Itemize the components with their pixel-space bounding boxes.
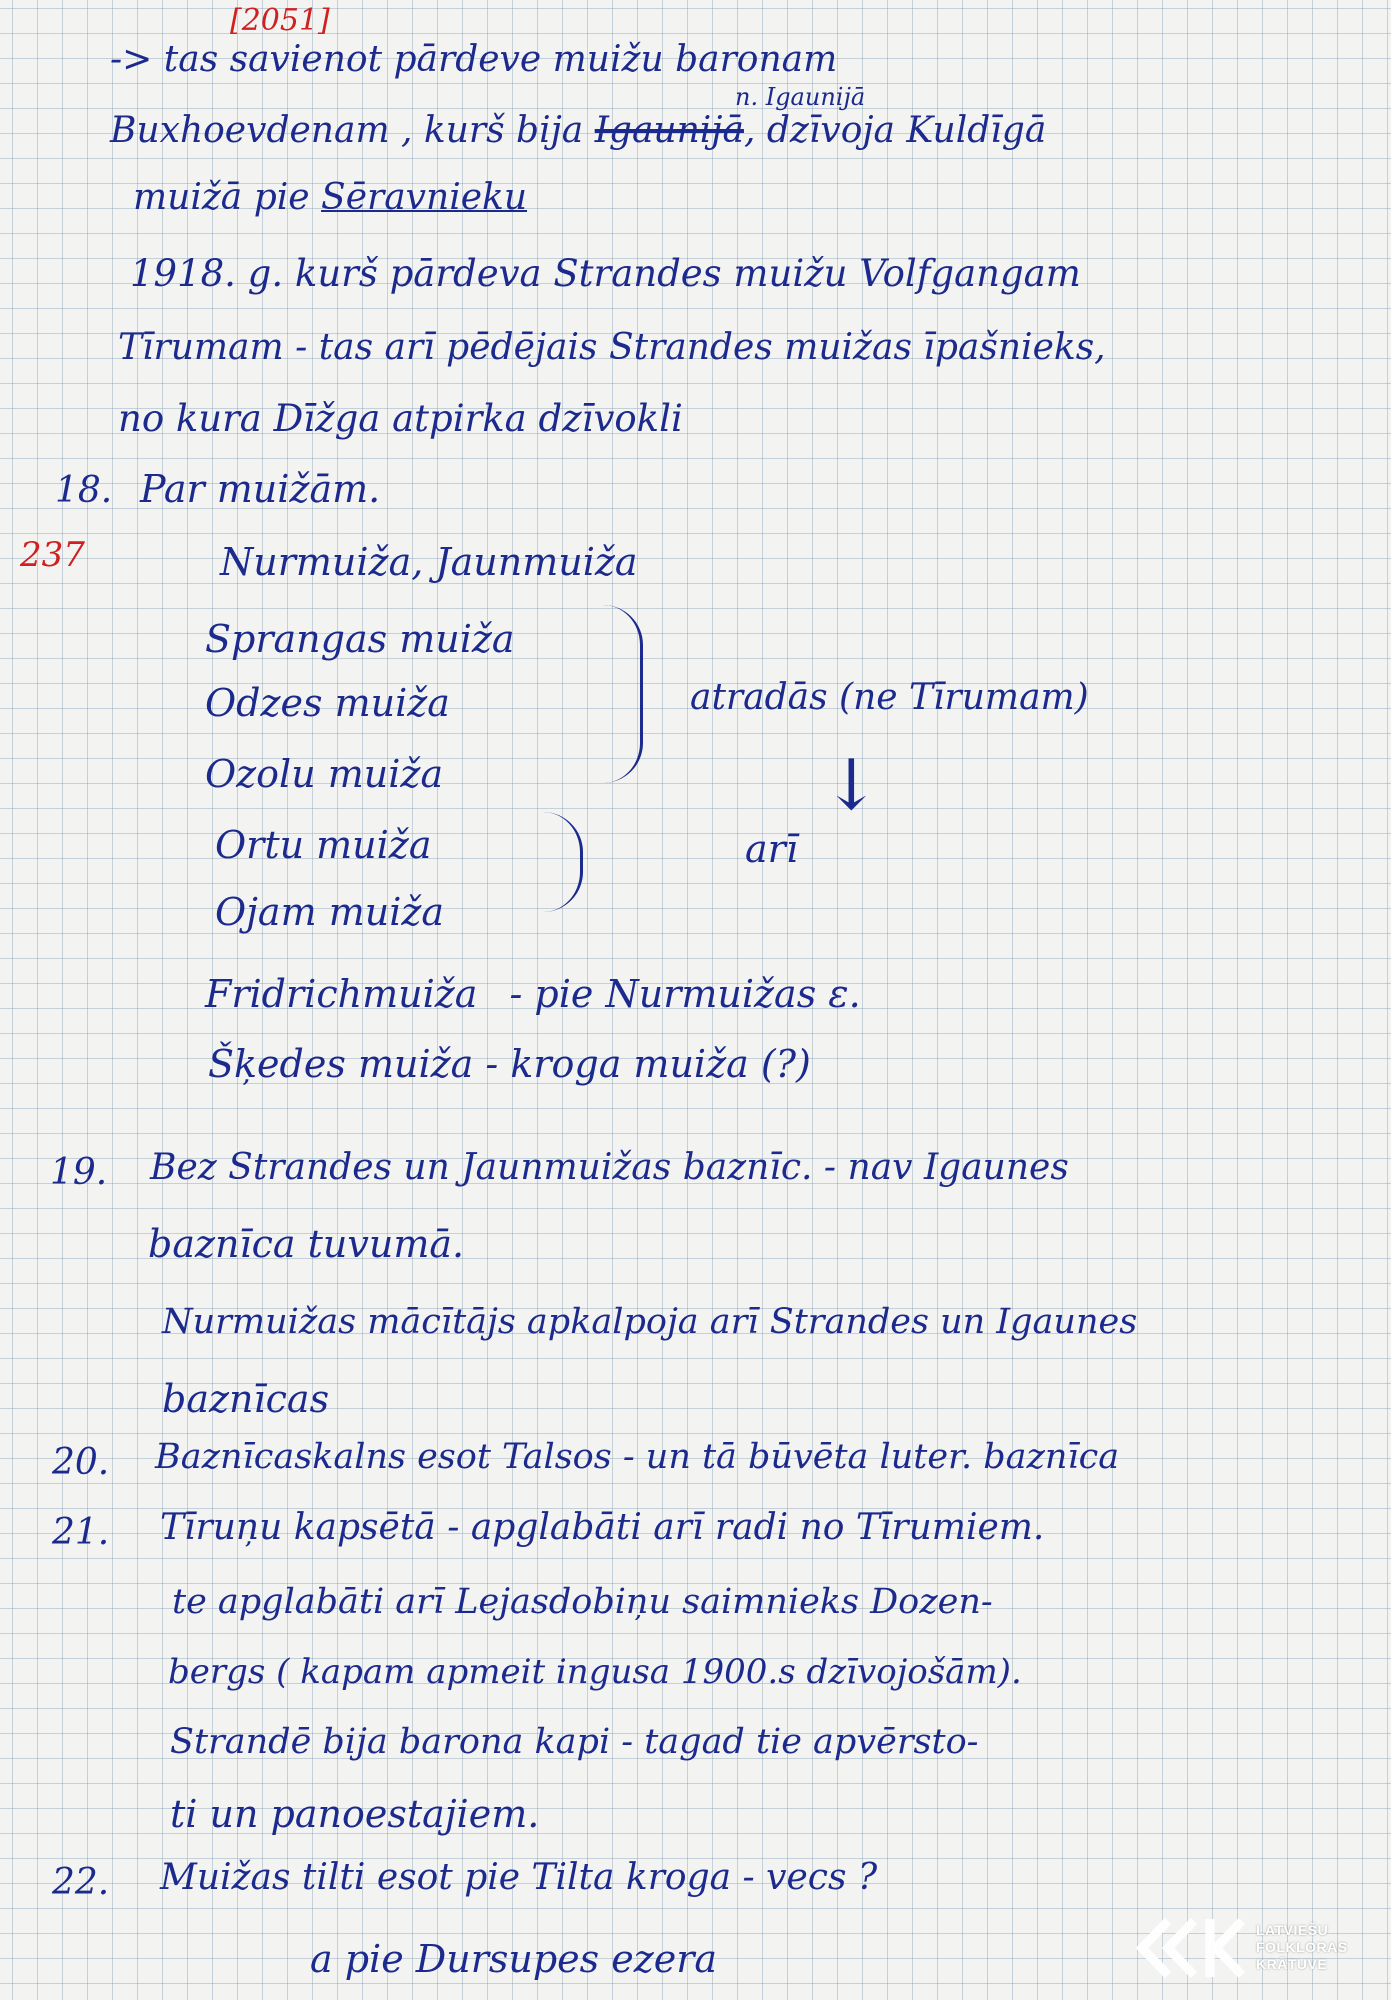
manor-line-2: Sprangas muiža xyxy=(205,617,515,661)
manor-line-5: Ortu muiža xyxy=(215,823,432,867)
intro-line-2b: , dzīvoja Kuldīgā xyxy=(743,110,1047,151)
manor-line-1: Nurmuiža, Jaunmuiža xyxy=(220,540,638,584)
logo-line-2: FOLKLORAS xyxy=(1256,1939,1348,1955)
intro-line-1: -> tas savienot pārdeve muižu baronam xyxy=(110,39,838,80)
lfk-logo-icon xyxy=(1130,1913,1250,1983)
bracket-lower xyxy=(540,812,583,912)
item-22-number: 22. xyxy=(52,1862,110,1903)
intro-line-3a: muižā pie xyxy=(133,177,310,218)
item-22-line-2: a pie Dursupes ezera xyxy=(310,1937,718,1981)
item-21-line-1: Tīruņu kapsētā - apglabāti arī radi no Tīrumiem. xyxy=(160,1507,1045,1548)
fridrich-note: - pie Nurmuižas ε. xyxy=(509,972,861,1016)
manor-line-6: Ojam muiža xyxy=(215,890,445,934)
item-21-line-2: te apglabāti arī Lejasdobiņu saimnieks Dozen- xyxy=(172,1582,993,1622)
item-19-line-3: Nurmuižas mācītājs apkalpoja arī Strandes un Igaunes xyxy=(162,1302,1138,1342)
manor-line-4: Ozolu muiža xyxy=(205,752,444,796)
item-21-line-3: bergs ( kapam apmeit ingusa 1900.s dzīvojošām). xyxy=(168,1652,1022,1692)
bracket-upper xyxy=(580,605,643,783)
intro-line-3 xyxy=(133,177,528,218)
intro-line-5: Tīrumam - tas arī pēdējais Strandes muižas īpašnieks, xyxy=(118,327,1106,368)
item-21-line-5: ti un panoestajiem. xyxy=(170,1792,540,1836)
logo-text xyxy=(1256,1922,1348,1973)
manor-line-3: Odzes muiža xyxy=(205,681,450,725)
bracket-note: atradās (ne Tīrumam) xyxy=(690,677,1089,718)
skedes-note: - kroga muiža (?) xyxy=(485,1042,811,1086)
archive-page-number: [2051] xyxy=(230,3,330,38)
item-18-number: 18. xyxy=(55,470,113,511)
item-22-line-1: Muižas tilti esot pie Tilta kroga - vecs ? xyxy=(160,1857,878,1898)
logo-line-3: KRĀTUVE xyxy=(1256,1956,1328,1972)
logo-line-1: LATVIEŠU xyxy=(1256,1922,1329,1938)
item-21-line-4: Strandē bija barona kapi - tagad tie apvērsto- xyxy=(170,1722,979,1762)
bracket-note-2: arī xyxy=(745,827,798,871)
item-19-line-2: baznīca tuvumā. xyxy=(148,1222,465,1266)
archive-logo xyxy=(1130,1905,1385,1990)
intro-line-2 xyxy=(110,110,1047,151)
intro-struck-word: Igaunijā xyxy=(594,110,744,151)
fridrich-line xyxy=(205,972,861,1016)
arrow-icon: ↓ xyxy=(822,744,881,826)
skedes-line xyxy=(208,1042,811,1086)
item-19-line-4: baznīcas xyxy=(162,1377,330,1421)
skedes-name: Šķedes muiža xyxy=(208,1042,474,1086)
item-19-line-1: Bez Strandes un Jaunmuižas baznīc. - nav Igaunes xyxy=(150,1147,1069,1188)
intro-underlined-word: Sēravnieku xyxy=(321,177,528,218)
item-18-title: Par muižām. xyxy=(140,467,381,511)
fridrich-name: Fridrichmuiža xyxy=(205,972,478,1016)
intro-insert: n. Igaunijā xyxy=(735,83,866,111)
item-20-line-1: Baznīcaskalns esot Talsos - un tā būvēta luter. baznīca xyxy=(155,1437,1120,1477)
intro-line-2a: Buxhoevdenam , kurš bija xyxy=(110,110,584,151)
item-21-number: 21. xyxy=(52,1512,110,1553)
intro-line-4: 1918. g. kurš pārdeva Strandes muižu Volfgangam xyxy=(130,252,1081,295)
item-20-number: 20. xyxy=(52,1442,110,1483)
red-item-number: 237 xyxy=(20,535,85,575)
item-19-number: 19. xyxy=(50,1152,108,1193)
intro-line-6: no kura Dīžga atpirka dzīvokli xyxy=(118,397,683,440)
